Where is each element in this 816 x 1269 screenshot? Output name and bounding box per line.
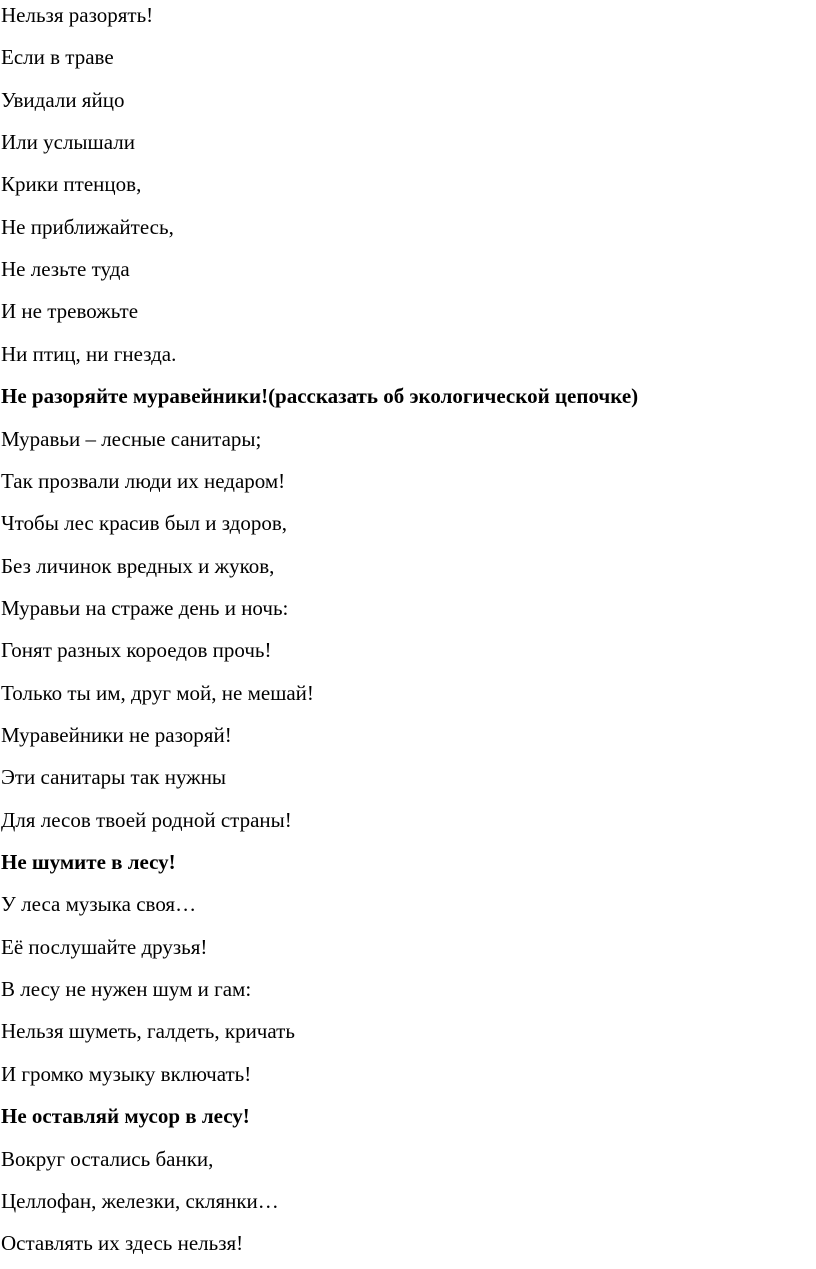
poem-line: Муравьи – лесные санитары; (1, 426, 262, 451)
poem-line: Муравьи на страже день и ночь: (1, 595, 289, 620)
poem-line: Гонят разных короедов прочь! (1, 638, 272, 663)
poem-line: Или услышали (1, 130, 135, 155)
poem-line: Ни птиц, ни гнезда. (1, 341, 177, 366)
poem-line: Крики птенцов, (1, 172, 142, 197)
poem-line: Нельзя разорять! (1, 3, 154, 27)
poem-line: В лесу не нужен шум и гам: (1, 977, 252, 1002)
section-heading: Не оставляй мусор в лесу! (1, 1104, 250, 1129)
poem-line: Оставлять их здесь нельзя! (1, 1231, 244, 1256)
poem-line: Только ты им, друг мой, не мешай! (1, 680, 314, 705)
poem-line: У леса музыка своя… (1, 892, 197, 917)
poem-line: Эти санитары так нужны (1, 765, 227, 790)
poem-line: И не тревожьте (1, 299, 139, 324)
poem-line: Для лесов твоей родной страны! (1, 807, 292, 832)
poem-line: Увидали яйцо (1, 87, 125, 112)
poem-line: Не лезьте туда (1, 257, 130, 282)
poem-line: Целлофан, железки, склянки… (1, 1188, 279, 1213)
poem-line: Её послушайте друзья! (1, 934, 208, 959)
poem-line: Нельзя шуметь, галдеть, кричать (1, 1019, 295, 1044)
poem-line: Не приближайтесь, (1, 214, 174, 239)
poem-line: Если в траве (1, 45, 114, 70)
poem-line: Так прозвали люди их недаром! (1, 468, 286, 493)
section-heading: Не разоряйте муравейники!(рассказать об экологической цепочке) (1, 384, 639, 409)
poem-line: Без личинок вредных и жуков, (1, 553, 275, 578)
poem-line: Муравейники не разоряй! (1, 723, 232, 747)
poem-line: И громко музыку включать! (1, 1061, 252, 1086)
section-heading: Не шумите в лесу! (1, 850, 176, 874)
poem-line: Чтобы лес красив был и здоров, (1, 511, 288, 536)
poem-line: Вокруг остались банки, (1, 1146, 214, 1171)
